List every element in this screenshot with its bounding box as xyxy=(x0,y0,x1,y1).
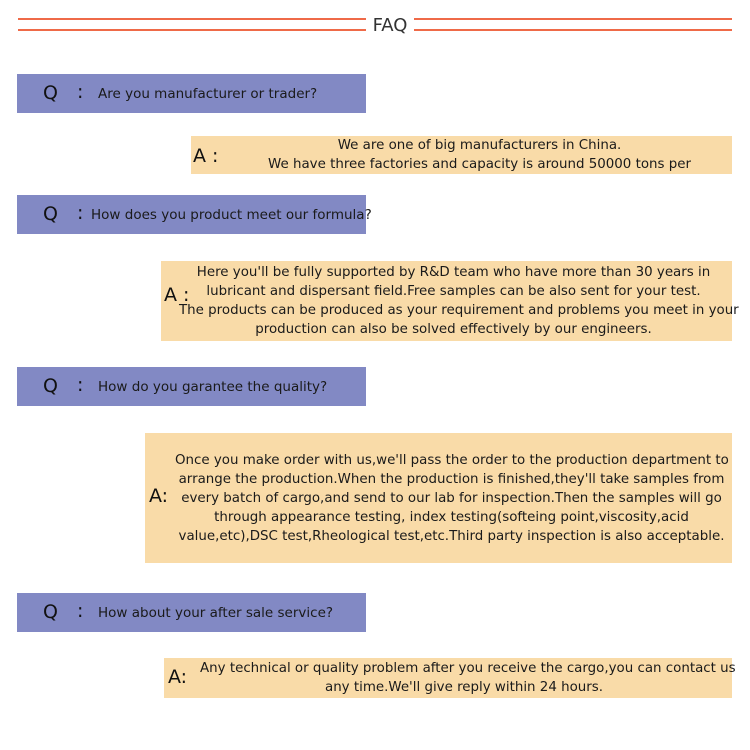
answer-line: We are one of big manufacturers in China. xyxy=(337,138,622,153)
answer-line: lubricant and dispersant field.Free samples can be also sent for your test. xyxy=(206,284,701,299)
answer-line: Here you'll be fully supported by R&D team who have more than 30 years in xyxy=(196,265,711,280)
question-mark-label: Q xyxy=(43,375,58,397)
answer-line: We have three factories and capacity is around 50000 tons per xyxy=(268,157,691,172)
question-colon: : xyxy=(77,81,84,103)
question-colon: : xyxy=(77,202,84,224)
question-mark-label: Q xyxy=(43,203,58,225)
question-text: How about your after sale service? xyxy=(98,605,334,621)
answer-line: arrange the production.When the production is finished,they'll take samples from xyxy=(178,471,725,487)
question-bar xyxy=(17,74,366,113)
question-mark-label: Q xyxy=(43,601,58,623)
answer-text xyxy=(231,136,728,174)
question-colon: : xyxy=(77,374,84,396)
answer-box xyxy=(191,136,732,174)
question-text: Are you manufacturer or trader? xyxy=(98,86,318,102)
answer-text xyxy=(179,261,739,341)
header-rule-right-top xyxy=(414,18,732,20)
header-rule-left-bottom xyxy=(18,29,366,31)
answer-mark-label: A: xyxy=(168,666,188,688)
question-bar xyxy=(17,195,372,234)
answer-line: any time.We'll give reply within 24 hours. xyxy=(324,680,604,695)
question-colon: : xyxy=(77,600,84,622)
answer-box xyxy=(145,433,732,563)
answer-line: Once you make order with us,we'll pass the order to the production department to xyxy=(175,452,729,468)
answer-text xyxy=(200,658,736,698)
question-bar xyxy=(17,593,366,632)
answer-text xyxy=(175,433,728,563)
answer-line: through appearance testing, index testing(softeing point,viscosity,acid xyxy=(214,509,689,525)
answer-box xyxy=(164,658,736,698)
header-rule-right-bottom xyxy=(414,29,732,31)
answer-line: value,etc),DSC test,Rheological test,etc.Third party inspection is also acceptable. xyxy=(178,528,725,544)
question-text: How does you product meet our formula? xyxy=(91,207,372,223)
answer-box xyxy=(161,261,739,341)
answer-mark-label: A : xyxy=(193,145,219,167)
answer-line: every batch of cargo,and send to our lab for inspection.Then the samples will go xyxy=(181,490,722,506)
answer-line: production can also be solved effectively by our engineers. xyxy=(255,322,652,337)
page-title: FAQ xyxy=(372,15,408,36)
question-mark-label: Q xyxy=(43,82,58,104)
answer-line: Any technical or quality problem after you receive the cargo,you can contact us xyxy=(200,661,736,676)
question-text: How do you garantee the quality? xyxy=(98,379,328,395)
question-bar xyxy=(17,367,366,406)
answer-mark-label: A : xyxy=(164,284,190,306)
answer-mark-label: A: xyxy=(149,485,169,507)
header-rule-left-top xyxy=(18,18,366,20)
answer-line: The products can be produced as your requirement and problems you meet in your xyxy=(179,303,739,318)
